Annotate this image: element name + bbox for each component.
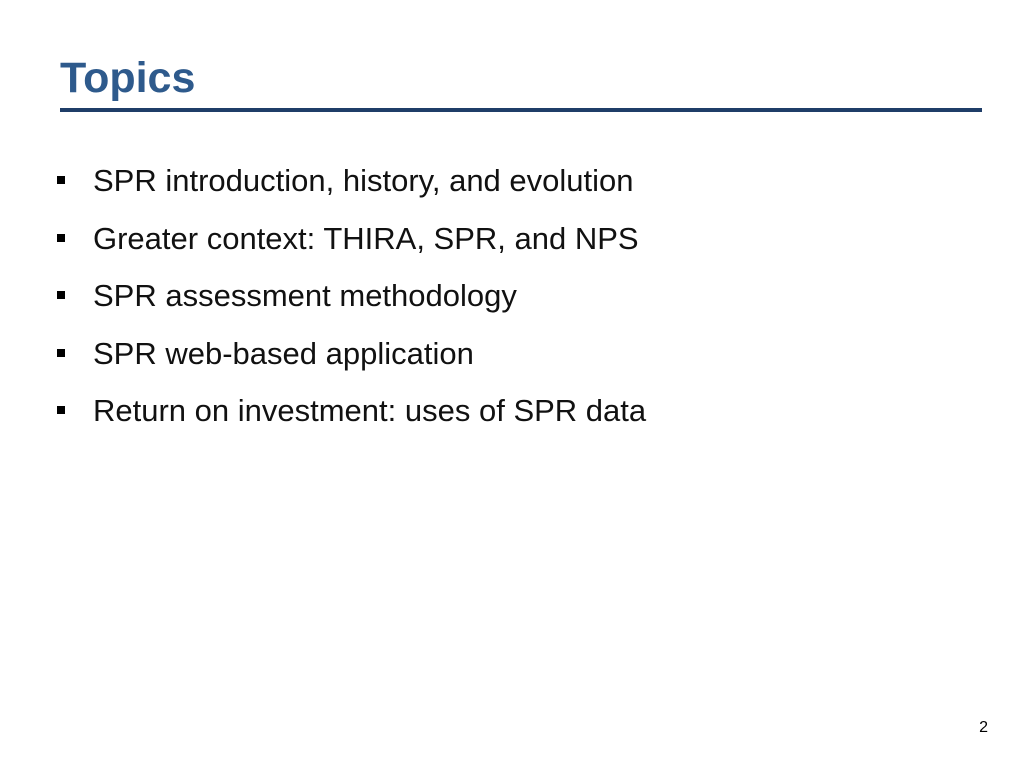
square-bullet-icon <box>57 176 65 184</box>
list-item-text: SPR introduction, history, and evolution <box>93 163 634 198</box>
list-item <box>56 158 646 204</box>
title-underline <box>60 108 982 112</box>
list-item <box>56 273 646 319</box>
list-item-text: SPR assessment methodology <box>93 278 517 313</box>
square-bullet-icon <box>57 234 65 242</box>
topics-list <box>56 158 646 446</box>
list-item <box>56 388 646 434</box>
square-bullet-icon <box>57 291 65 299</box>
list-item-text: SPR web-based application <box>93 335 474 371</box>
slide-title: Topics <box>60 54 196 102</box>
square-bullet-icon <box>57 349 65 357</box>
list-item-text: Greater context: THIRA, SPR, and NPS <box>93 220 639 256</box>
page-number: 2 <box>979 719 988 736</box>
list-item-text: Return on investment: uses of SPR data <box>93 393 647 428</box>
list-item <box>56 216 646 262</box>
list-item <box>56 331 646 377</box>
square-bullet-icon <box>57 406 65 414</box>
